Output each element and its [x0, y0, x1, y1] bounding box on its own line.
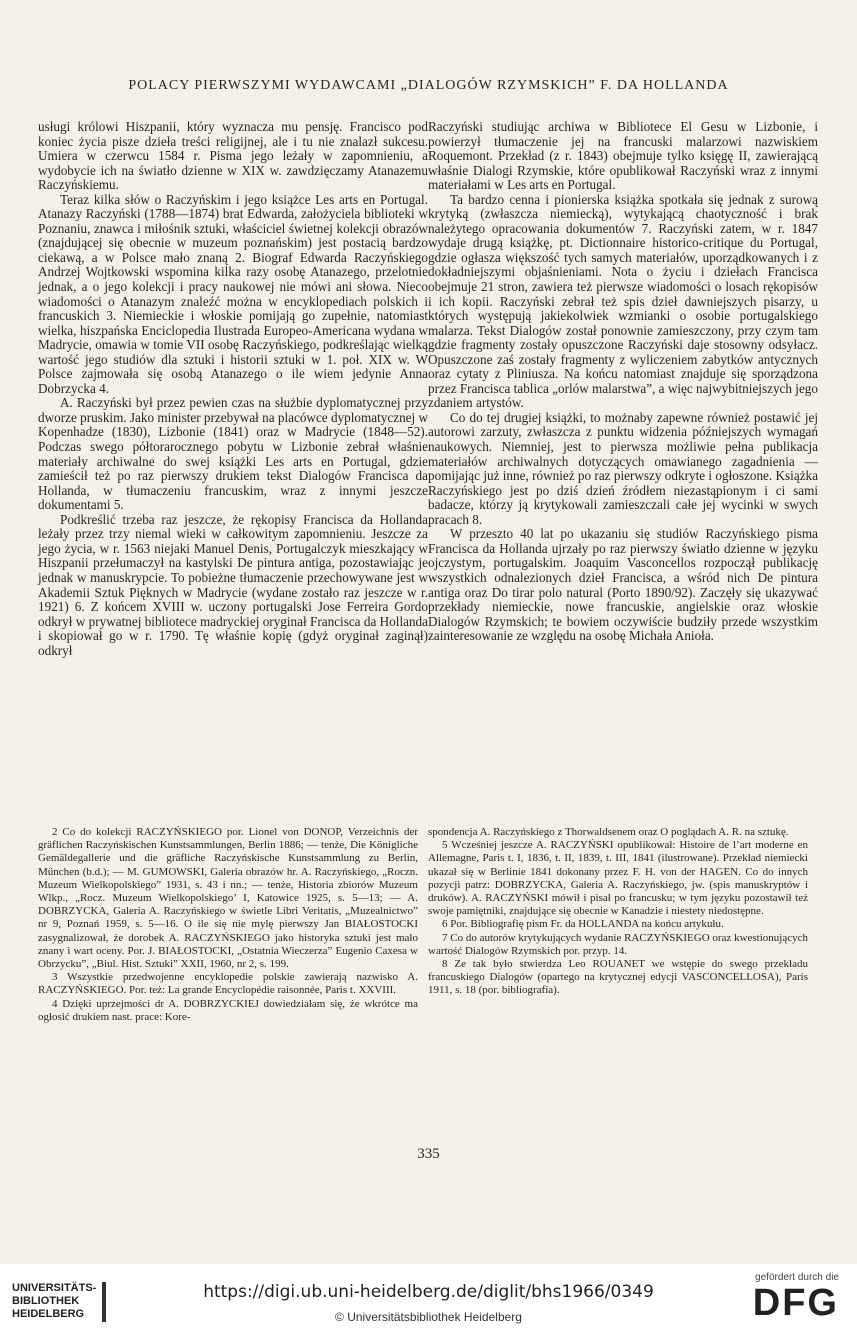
footnote: 3 Wszystkie przedwojenne encyklopedie polskie zawierają nazwisko A. RACZYŃSKIEGO. Por. też: La grande Encyclopédie raisonnée, Paris t. XXVIII. [38, 971, 418, 997]
footnotes-left [38, 826, 418, 1024]
permalink-url[interactable]: https://digi.ub.uni-heidelberg.de/diglit/bhs1966/0349 [203, 1282, 654, 1302]
page-number: 335 [417, 1146, 440, 1162]
paragraph: W przeszto 40 lat po ukazaniu się studiów Raczyńskiego pisma Francisca da Hollanda ujrzały po raz pierwszy światło dzienne w języku ojczystym, portugalskim. Joaquim Vasconcellos rozpoczął publikację wszystkich odnalezionych dzieł Francisca, a wśród nich De pintura antiga oraz Do tirar polo natural (Porto 1890/92). Zaczęły się ukazywać przekłady niemieckie, nowe francuskie, angielskie oraz włoskie Dialogów Rzymskich; te bowiem oczywiście budziły przede wszystkim zainteresowanie ze względu na osobę Michała Anioła. [428, 526, 818, 644]
dfg-logo[interactable] [753, 1272, 839, 1323]
footnote: 5 Wcześniej jeszcze A. RACZYŃSKI opublikował: Histoire de l’art moderne en Allemagne, Paris t. I, 1836, t. II, 1839, t. III, 1841 (ilustrowane). Przekład niemiecki ukazał się w Berlinie 1841 dokonany przez F. H. von der HAGEN. Co do innych pozycji patrz: DOBRZYCKA, Galeria A. Raczyńskiego, jw. (spis manuskryptów i druków). A. RACZYŃSKI mówił i pisał po francusku; w tym języku pozostawił też swoje pamiętniki, znajdujące się obecnie w Kanadzie i niestety niedostępne. [428, 839, 808, 918]
dfg-logo-text: DFG [752, 1282, 839, 1324]
footnotes-right [428, 826, 808, 998]
running-head: POLACY PIERWSZYMI WYDAWCAMI „DIALOGÓW RZYMSKICH” F. DA HOLLANDA [128, 78, 729, 93]
paragraph: Raczyński studiując archiwa w Bibliotece El Gesu w Lizbonie, i powierzył tłumaczenie jej na francuski malarzowi nazwiskiem Roquemont. Przekład (z r. 1843) obejmuje tylko księgę II, zawierającą właśnie Dialogi Rzymskie, które opublikował Raczyński wraz z innymi materiałami w Les arts en Portugal. [428, 119, 818, 193]
paragraph: Podkreślić trzeba raz jeszcze, że rękopisy Francisca da Hollanda leżały przez trzy niemal wieki w całkowitym zapomnieniu. Jeszcze za jego życia, w r. 1563 niejaki Manuel Denis, Portugalczyk mieszkający w Hiszpanii przełumaczył na kastylski De pintura antiga, pozostawiając je jednak w manuskrypcie. To pobieżne tłumaczenie przechowywane jest w Akademii Sztuk Pięknych w Madrycie (wydane zostało raz jeszcze w r. 1921) 6. Z końcem XVIII w. uczony portugalski Jose Ferreira Gordo odkrył w prywatnej bibliotece madryckiej oryginał Francisca da Hollanda i skopiował go w r. 1790. Tę właśnie kopię (gdyż oryginał zaginął) odkrył [38, 511, 428, 658]
library-name: UNIVERSITÄTS- BIBLIOTHEK HEIDELBERG [12, 1282, 97, 1320]
paragraph: Co do tej drugiej książki, to możnaby zapewne również postawić jej autorowi zarzuty, zwłaszcza z punktu widzenia późniejszych wymagań naukowych. Niemniej, jest to pierwsza możliwie pełna publikacja materiałów archiwalnych dotyczących omawianego zagadnienia — pomijając już inne, również po raz pierwszy odkryte i ogłoszone. Książka Raczyńskiego jest po dziś dzień źródłem niezastąpionym i ci sami badacze, którzy ją krytykowali zamieszczali całe jej wycinki w swych pracach 8. [428, 409, 818, 527]
right-text-column [428, 120, 818, 644]
footnote: 8 Ze tak było stwierdza Leo ROUANET we wstępie do swego przekładu francuskiego Dialogów (opartego na krytycznej edycji VASCONCELLOSA), Paris 1911, s. 18 (por. bibliografia). [428, 958, 808, 997]
funding-label: gefördert durch die [755, 1272, 839, 1283]
left-text-column [38, 120, 428, 658]
footnote: 2 Co do kolekcji RACZYŃSKIEGO por. Lionel von DONOP, Verzeichnis der gräflichen Raczyńskischen Kunstsammlungen, Berlin 1886; — tenże, Die Königliche Gemäldegallerie und die gräfliche Raczyńskische Kunstsammlung zu Berlin, München (b.d.); — M. GUMOWSKI, Galeria obrazów hr. A. Raczyńskiego, „Roczn. Muzeum Wielkopolskiego” 1931, s. 43 i nn.; — tenże, Historia zbiorów Muzeum Wlkp., „Rocz. Muzeum Wielkopolskiego’ I, Katowice 1925, s. 5—13; — A. DOBRZYCKA, Galeria A. Raczyńskiego w świetle Libri Veritatis, „Muzealnictwo” nr 9, Poznań 1959, s. 5—16. O ile się nie mylę pierwszy Jan BIAŁOSTOCKI zasygnalizował, że dorobek A. RACZYŃSKIEGO jako historyka sztuki jest mało znany i wart oceny. Por. J. BIAŁOSTOCKI, „Ostatnia Wieczerza” Eugenio Caxesa w Obrzycku”, „Biul. Hist. Sztuki” XXII, 1960, nr 2, s. 199. [38, 826, 418, 971]
footnote: spondencja A. Raczyńskiego z Thorwaldsenem oraz O poglądach A. R. na sztukę. [428, 826, 789, 838]
paragraph: A. Raczyński był przez pewien czas na służbie dyplomatycznej przy dworze pruskim. Jako minister przebywał na placówce dyplomatycznej w Kopenhadze (1830), Lizbonie (1841) oraz w Madrycie (1848—52). Podczas swego półtorarocznego pobytu w Lizbonie zebrał właśnie materiały archiwalne do swej książki Les arts en Portugal, gdzie zamieścił też po raz pierwszy drukiem tekst Dialogów Francisca da Hollanda, w tłumaczeniu francuskim, wraz z innymi jeszcze dokumentami 5. [38, 395, 429, 513]
paragraph: usługi królowi Hiszpanii, który wyznacza mu pensję. Francisco pod koniec życia pisze dzieła treści religijnej, ale i tu nie znalazł sukcesu. Umiera w czerwcu 1584 r. Pisma jego leżały w zapomnieniu, a wydobycie ich na światło dzienne w XIX w. zawdzięczamy Atanazemu Raczyńskiemu. [38, 119, 428, 193]
footnote: 7 Co do autorów krytykujących wydanie RACZYŃSKIEGO oraz kwestionujących wartość Dialogów Rzymskich por. przyp. 14. [428, 931, 808, 957]
footer-bar [0, 1264, 857, 1334]
copyright-notice: © Universitätsbibliothek Heidelberg [335, 1310, 522, 1324]
paragraph: Teraz kilka słów o Raczyńskim i jego książce Les arts en Portugal. Atanazy Raczyński (1788—1874) brat Edwarda, założyciela biblioteki w Poznaniu, znawca i miłośnik sztuki, właściciel świetnej kolekcji obrazów (znajdującej się obecnie w muzeum poznańskim) jest postacią bardzo ciekawą, a w Polsce mało znaną 2. Biograf Edwarda Raczyńskiego Andrzej Wojtkowski wspomina kilka razy osobę Atanazego, przelotnie jednak, a o jego kolekcji i pracy naukowej nie mówi ani słowa. Nieco wiadomości o Atanazym znaleźć można w encyklopediach polskich i francuskich 3. Niemieckie i włoskie pomijają go zupełnie, natomiast wielka, hiszpańska Enciclopedia Ilustrada Europeo-Americana wydana w Madrycie, omawia w tomie VII osobę Raczyńskiego, podkreślając wielką wartość jego studiów dla sztuki i historii sztuki w 1. poł. XIX w. W Polsce zajmowała się osobą Atanazego o ile wiem jedynie Anna Dobrzycka 4. [38, 191, 428, 396]
footnote: 6 Por. Bibliografię pism Fr. da HOLLANDA na końcu artykułu. [442, 918, 724, 931]
paragraph: Ta bardzo cenna i pionierska książka spotkała się jednak z surową krytyką (zwłaszcza niemiecką), wytykającą chaotyczność i brak należytego opracowania dokumentów 7. Raczyński zatem, w r. 1847 wydaje drugą książkę, pt. Dictionnaire historico-critique du Portugal, gdzie ogłasza większość tych samych materiałów, uporządkowanych i z dokładniejszymi objaśnieniami. Nota o życiu i dziełach Francisca obejmuje 21 stron, zawiera też pierwsze wiadomości o losach rękopisów i ich kopii. Raczyński zebrał też spis dzieł dawniejszych pisarzy, u których występują jakiekolwiek wzmianki o osobie portugalskiego malarza. Tekst Dialogów został ponownie zamieszczony, przy czym tam gdzie fragmenty zostały opuszczone Raczyński daje stosowny odsyłacz. Opuszczone zaś zostały fragmenty z wyliczeniem zabytków antycznych oraz cytaty z Pliniusza. Na końcu natomiast znajduje się sporządzona przez Francisca tablica „orlów malarstwa”, a więc najwybitniejszych jego zdaniem artystów. [428, 191, 818, 411]
footnote: 4 Dzięki uprzejmości dr A. DOBRZYCKIEJ dowiedziałam się, że wkrótce ma ogłosić drukiem nast. prace: Kore- [38, 997, 418, 1023]
